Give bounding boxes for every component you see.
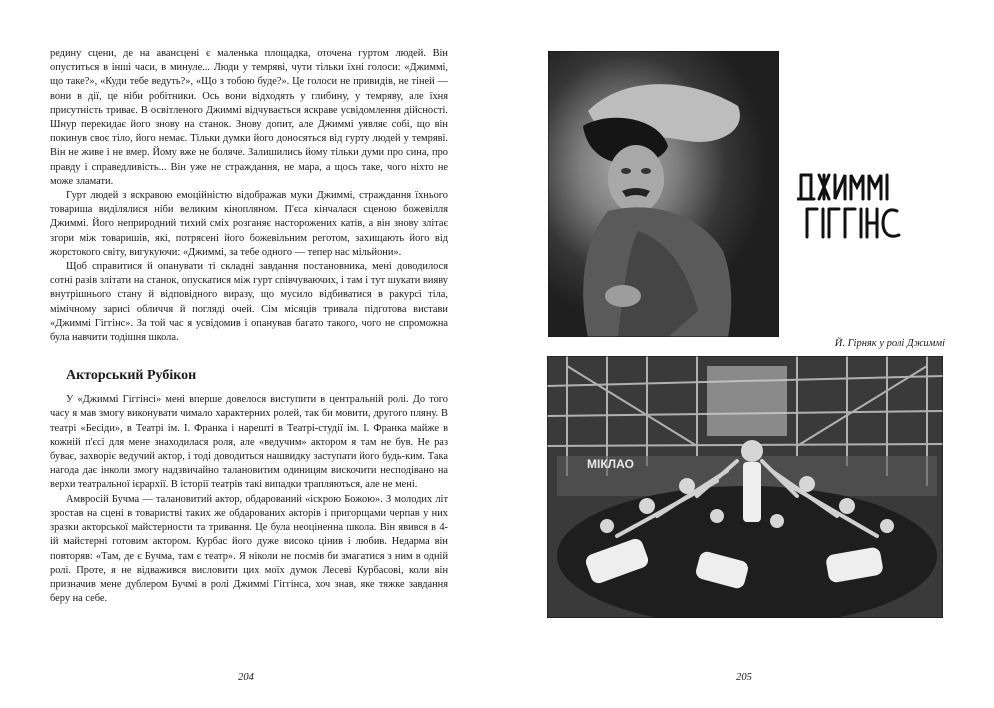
photo-caption: Й. Гірняк у ролі Джиммі xyxy=(834,338,945,349)
portrait-photo xyxy=(548,51,779,337)
page-number: 204 xyxy=(238,672,254,683)
paragraph: Гурт людей з яскравою емоційністю відображав муки Джиммі, страждання їхнього товариша виділялися ніби великим кінопляном. П'єса кінчалася сценою божевілля Джиммі. Його неприродний тихий сміх розганяє насторожених катів, а він знову злітає згори між товаришів, які, потрясені його божевільним реготом, захищають його від жорстокого світу, вигукуючи: «Джиммі, за тебе одного — тепер нас мільйони». xyxy=(50,190,448,258)
text-column xyxy=(50,47,448,606)
sign-text: МІКЛАО xyxy=(587,457,634,471)
right-page xyxy=(497,0,994,708)
paragraph: У «Джиммі Гіггінсі» мені вперше довелося виступити в центральній ролі. До того часу я мав змогу виконувати чимало характерних ролей, так би мовити, другого пляну. В театрі «Бесіди», в Театрі ім. І. Франка і нарешті в Театрі-студії ім. І. Франка майже в кожній п'єсі для мене знаходилася роля, але «ведучим» актором я там не був. Не раз буває, захворіє ведучий актор, і тоді доводиться нашвидку заступати його будь-ким. Така нагода дає інколи змогу надзвичайно талановитим одиницям вискочити несподівано на верхи театральної ієрархії. В історії театрів такі випадки трапляються, але не мені. xyxy=(50,394,448,491)
paragraph: редину сцени, де на авансцені є маленька площадка, оточена гуртом людей. Він опуститься в інші часи, в минуле... Люди у темряві, чути тільки їхні голоси: «Джиммі, що таке?», «Куди тебе ведуть?», «Що з тобою буде?». Це голоси не привидів, не тіней — вони в дії, це ніби робітники. Ось вони відходять у глибину, у темряву, але їхня присутність триває. В освітленого Джиммі відчувається яскраве усвідомлення дійсності. Шнур перекидає його знову на станок. Знову допит, але Джиммі уявляє собі, що він покинув своє тіло, його немає. Тільки думки його доносяться від гурту людей у темряві. Він не живе і не вмер. Йому вже не боляче. Залишились йому тільки думи про сина, про правду і справедливість... Він уже не страждання, не мара, а щось таке, чого ніхто не може зламати. xyxy=(50,48,448,187)
portrait-photo-art xyxy=(548,51,779,337)
title-lettering xyxy=(797,165,917,245)
page-number: 205 xyxy=(736,672,752,683)
title-lettering-art xyxy=(797,165,917,245)
paragraph: Амвросій Бучма — талановитий актор, обдарований «іскрою Божою». З молодих літ зростав на сцені в товаристві таких же обдарованих акторів і пригорщами черпав у них зразки акторської майстерности та тривання. Це була неоціненна школа. Він явився в 4-ій майстерні готовим актором. Курбас його дуже високо цінив і любив. Недарма він повторяв: «Там, де є Бучма, там є театр». Я ніколи не посмів би змагатися з ним в одній ролі. Проте, я не відважився висловити цих моїх думок Лесеві Курбасові, коли він призначив мене дублером Бучмі в ролі Джиммі Гіггінса, хоч знав, яке тяжке завдання беру на себе. xyxy=(50,493,448,605)
ensemble-photo-art xyxy=(547,356,943,618)
section-heading: Акторський Рубікон xyxy=(66,368,197,384)
ensemble-photo xyxy=(547,356,943,618)
paragraph: Щоб справитися й опанувати ті складні завдання постановника, мені доводилося сотні разів злітати на станок, опускатися між гурт співчуваючих, і там і тут шукати вияву внутрішнього стану й відповідного виразу, що мусило відбиватися в ракурсі тіла, мімічному зарисі обличчя й погляді очей. Сім місяців тривала підготова вистави «Джиммі Гіггінс». За той час я усвідомив і опанував багато такого, чого не спроможна була навчити тодішня школа. xyxy=(50,261,448,344)
